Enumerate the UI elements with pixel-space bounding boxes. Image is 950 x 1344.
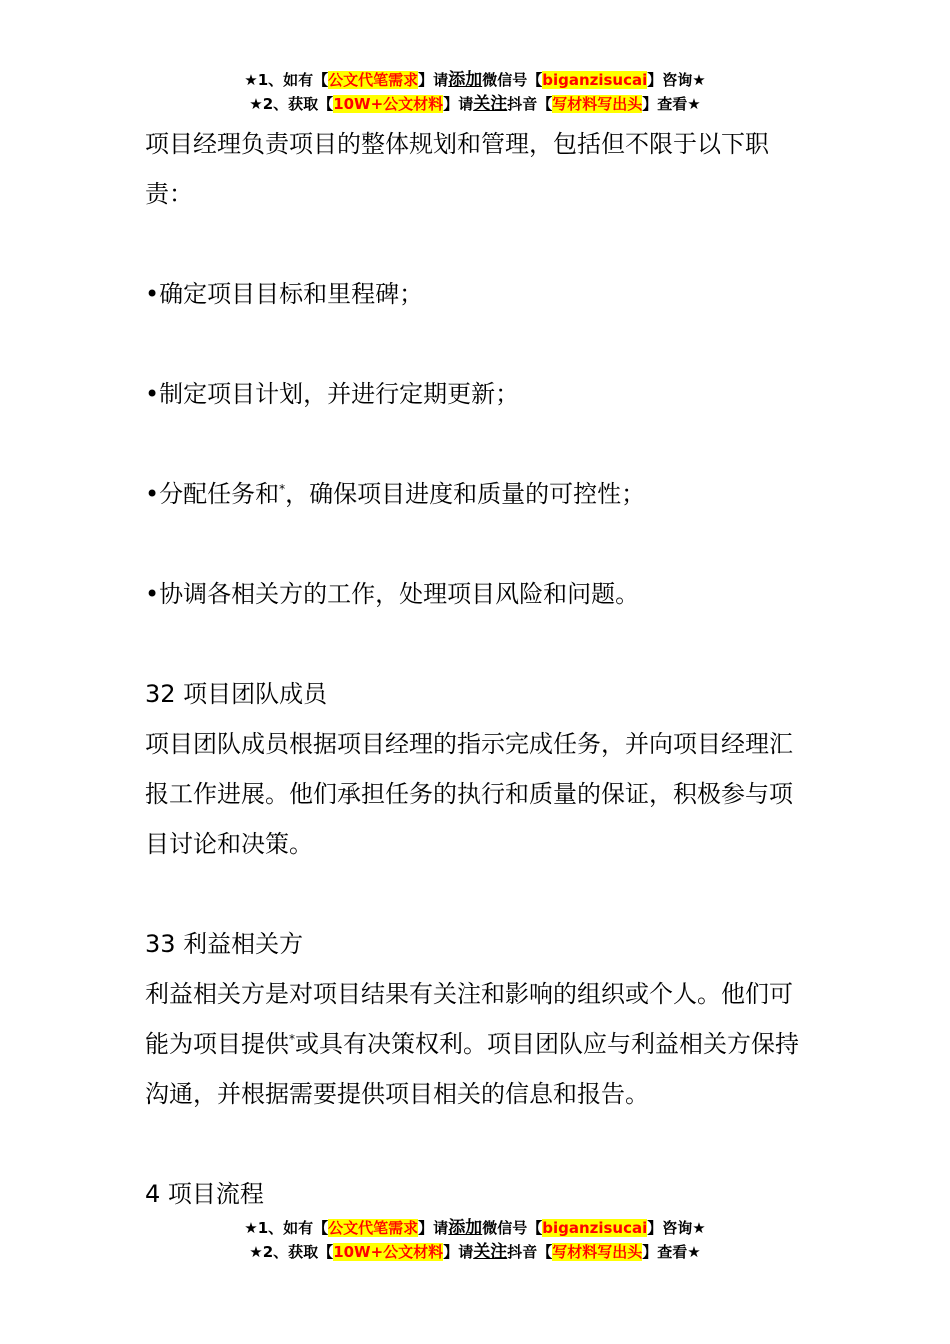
banner-underline: 关注 [473, 1242, 508, 1262]
banner-text: 】请 [443, 1243, 474, 1261]
header-banner [0, 68, 950, 116]
banner-highlight: 写材料写出头 [552, 1243, 643, 1261]
spacer [145, 619, 815, 669]
bullet-item: •确定项目目标和里程碑； [145, 280, 424, 308]
banner-text: 抖音【 [507, 95, 553, 113]
banner-text: 】请 [418, 1219, 449, 1237]
asterisk-mark: * [279, 482, 286, 496]
spacer [145, 219, 815, 269]
bullet-item: •协调各相关方的工作，处理项目风险和问题。 [145, 580, 640, 608]
bullet-item: •制定项目计划，并进行定期更新； [145, 380, 520, 408]
banner-text: 】请 [418, 71, 449, 89]
banner-text: 】请 [443, 95, 474, 113]
banner-text: 】咨询★ [647, 1219, 706, 1237]
banner-line-1 [0, 1216, 950, 1240]
banner-text: ★1、如有【 [244, 1219, 329, 1237]
banner-line-1 [0, 68, 950, 92]
asterisk-mark: * [289, 1032, 295, 1046]
section-heading-4: 4 项目流程 [145, 1180, 264, 1208]
section-heading-3-3: 33 利益相关方 [145, 930, 304, 958]
bullet-item [145, 469, 815, 519]
bullet-text: ，确保项目进度和质量的可控性； [285, 480, 646, 508]
section-paragraph-3-2: 项目团队成员根据项目经理的指示完成任务，并向项目经理汇报工作进展。他们承担任务的执行和质量的保证，积极参与项目讨论和决策。 [145, 730, 793, 858]
document-body [145, 119, 815, 1219]
banner-text: 】查看★ [642, 1243, 701, 1261]
banner-line-2 [0, 92, 950, 116]
paragraph-text: 或具有决策权利。项目团队应与利益相关方保持沟通，并根据需要提供项目相关的信息和报告。 [145, 1030, 799, 1108]
banner-text: 微信号【 [482, 71, 543, 89]
section-paragraph-3-3 [145, 969, 815, 1119]
spacer [145, 519, 815, 569]
banner-text: 微信号【 [482, 1219, 543, 1237]
banner-highlight: 写材料写出头 [552, 95, 643, 113]
banner-highlight: 公文代笔需求 [328, 71, 419, 89]
banner-text: ★2、获取【 [249, 95, 334, 113]
banner-highlight: biganzisucai [542, 1219, 648, 1237]
intro-paragraph: 项目经理负责项目的整体规划和管理，包括但不限于以下职责： [145, 130, 769, 208]
banner-text: 抖音【 [507, 1243, 553, 1261]
banner-underline: 关注 [473, 94, 508, 114]
banner-highlight: 公文代笔需求 [328, 1219, 419, 1237]
spacer [145, 869, 815, 919]
spacer [145, 319, 815, 369]
section-heading-3-2: 32 项目团队成员 [145, 680, 328, 708]
paragraph-text: 利益相关方是对项目结果有关注和影响的组织或个人。他们可能为项目提供 [145, 980, 793, 1058]
banner-underline: 添加 [448, 1218, 483, 1238]
spacer [145, 1119, 815, 1169]
banner-text: ★1、如有【 [244, 71, 329, 89]
banner-highlight: 10W+公文材料 [333, 95, 444, 113]
banner-text: ★2、获取【 [249, 1243, 334, 1261]
banner-text: 】咨询★ [647, 71, 706, 89]
spacer [145, 419, 815, 469]
banner-text: 】查看★ [642, 95, 701, 113]
banner-underline: 添加 [448, 70, 483, 90]
bullet-text: •分配任务和 [145, 480, 280, 508]
banner-highlight: 10W+公文材料 [333, 1243, 444, 1261]
banner-line-2 [0, 1240, 950, 1264]
footer-banner [0, 1216, 950, 1264]
banner-highlight: biganzisucai [542, 71, 648, 89]
